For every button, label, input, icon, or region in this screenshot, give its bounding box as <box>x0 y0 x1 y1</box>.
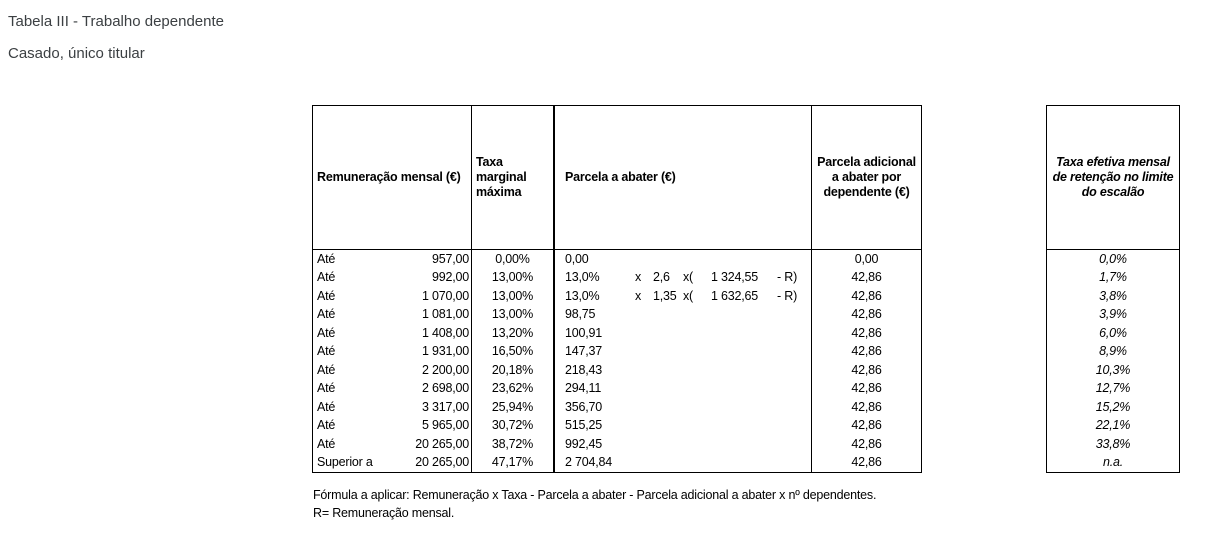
bracket-cell <box>313 379 472 398</box>
formula-operator: x <box>635 270 642 284</box>
bracket-limit: 992,00 <box>431 270 469 284</box>
formula-rate: 13,0% <box>565 270 600 284</box>
header-parcela-abater: Parcela a abater (€) <box>555 106 812 249</box>
effective-rate-value: 3,9% <box>1099 307 1127 321</box>
dependent-cell: 42,86 <box>851 381 882 395</box>
table-footnotes <box>313 486 876 522</box>
effective-rate-value: n.a. <box>1102 455 1124 469</box>
rate-cell: 30,72% <box>472 416 555 435</box>
formula-operator: x <box>635 288 642 303</box>
header-taxa-efetiva: Taxa efetiva mensal de retenção no limite do escalão <box>1047 106 1179 250</box>
rate-cell: 0,00% <box>472 250 555 269</box>
formula-tail: - R) <box>777 288 798 303</box>
table-row <box>313 324 921 343</box>
deduction-cell: 2 704,84 <box>555 453 812 472</box>
deduction-cell: 515,25 <box>555 416 812 435</box>
bracket-cell <box>313 250 472 269</box>
dependent-cell: 42,86 <box>851 325 882 340</box>
bracket-cell <box>313 361 472 380</box>
effective-rate-value: 8,9% <box>1099 344 1127 358</box>
rate-cell: 13,00% <box>472 287 555 306</box>
bracket-cell <box>313 435 472 454</box>
bracket-prefix: Até <box>317 307 336 321</box>
bracket-prefix: Até <box>317 344 336 358</box>
bracket-limit: 2 200,00 <box>421 362 469 377</box>
dependent-cell: 42,86 <box>851 362 882 377</box>
bracket-limit: 20 265,00 <box>415 436 469 451</box>
dependent-cell: 42,86 <box>851 307 882 321</box>
rate-cell: 47,17% <box>472 453 555 472</box>
header-taxa-marginal: Taxa marginal máxima <box>472 106 555 249</box>
rate-cell: 13,00% <box>472 268 555 287</box>
bracket-limit: 5 965,00 <box>421 418 469 432</box>
formula-factor: 2,6 <box>653 270 670 284</box>
formula-base: 1 632,65 <box>711 288 759 303</box>
effective-rate-value: 15,2% <box>1095 399 1131 414</box>
deduction-cell: 294,11 <box>555 379 812 398</box>
deduction-formula-cell <box>555 287 812 306</box>
dependent-cell: 42,86 <box>851 418 882 432</box>
bracket-cell <box>313 416 472 435</box>
dependent-cell: 0,00 <box>854 251 879 266</box>
bracket-limit: 1 070,00 <box>421 288 469 303</box>
deduction-formula-cell <box>555 268 812 287</box>
table-row <box>313 398 921 417</box>
table-row <box>313 250 921 269</box>
header-parcela-adicional: Parcela adicional a abater por dependente (€) <box>817 154 916 199</box>
bracket-limit: 1 408,00 <box>421 325 469 340</box>
bracket-prefix: Até <box>317 270 336 284</box>
table-row <box>313 379 921 398</box>
rate-cell: 25,94% <box>472 398 555 417</box>
effective-rate-value: 1,7% <box>1099 270 1127 284</box>
bracket-cell <box>313 342 472 361</box>
table-row <box>313 435 921 454</box>
bracket-prefix: Superior a <box>317 455 373 469</box>
effective-rate-value: 22,1% <box>1095 418 1131 432</box>
formula-rate: 13,0% <box>565 288 600 303</box>
bracket-cell <box>313 398 472 417</box>
table-row <box>313 342 921 361</box>
bracket-limit: 957,00 <box>431 251 469 266</box>
formula-tail: - R) <box>777 270 798 284</box>
withholding-table <box>312 105 922 473</box>
formula-operator: x( <box>683 270 694 284</box>
rate-cell: 16,50% <box>472 342 555 361</box>
rate-cell: 23,62% <box>472 379 555 398</box>
deduction-cell: 992,45 <box>555 435 812 454</box>
deduction-cell: 147,37 <box>555 342 812 361</box>
withholding-table-header <box>313 106 921 250</box>
effective-rate-table <box>1046 105 1180 473</box>
dependent-cell: 42,86 <box>851 455 882 469</box>
dependent-cell: 42,86 <box>851 344 882 358</box>
bracket-cell <box>313 305 472 324</box>
withholding-table-body <box>313 250 921 472</box>
rate-cell: 13,00% <box>472 305 555 324</box>
table-row <box>313 453 921 472</box>
bracket-limit: 20 265,00 <box>415 455 469 469</box>
deduction-cell: 98,75 <box>555 305 812 324</box>
deduction-cell: 100,91 <box>555 324 812 343</box>
rate-cell: 38,72% <box>472 435 555 454</box>
bracket-cell <box>313 324 472 343</box>
table-row <box>313 305 921 324</box>
effective-rate-value: 6,0% <box>1099 325 1127 340</box>
effective-rate-value: 33,8% <box>1095 436 1131 451</box>
table-row <box>313 268 921 287</box>
bracket-prefix: Até <box>317 251 336 266</box>
deduction-cell: 0,00 <box>555 250 812 269</box>
table-row <box>313 416 921 435</box>
bracket-cell <box>313 453 472 472</box>
formula-base: 1 324,55 <box>711 270 759 284</box>
bracket-limit: 3 317,00 <box>421 399 469 414</box>
page-title: Tabela III - Trabalho dependente <box>8 13 224 30</box>
formula-operator: x( <box>683 288 694 303</box>
bracket-limit: 1 931,00 <box>421 344 469 358</box>
dependent-cell: 42,86 <box>851 436 882 451</box>
effective-rate-value: 10,3% <box>1095 362 1131 377</box>
effective-rate-value: 0,0% <box>1099 251 1127 266</box>
formula-note: Fórmula a aplicar: Remuneração x Taxa - Parcela a abater - Parcela adicional a abater x nº dependentes. <box>313 488 877 502</box>
effective-rate-value: 12,7% <box>1095 381 1131 395</box>
table-row <box>313 287 921 306</box>
page-subtitle: Casado, único titular <box>8 45 145 62</box>
bracket-prefix: Até <box>317 362 336 377</box>
formula-factor: 1,35 <box>653 288 677 303</box>
header-remuneracao-mensal: Remuneração mensal (€) <box>313 106 472 249</box>
bracket-limit: 2 698,00 <box>421 381 469 395</box>
table-row <box>313 361 921 380</box>
bracket-limit: 1 081,00 <box>421 307 469 321</box>
bracket-prefix: Até <box>317 381 336 395</box>
deduction-cell: 356,70 <box>555 398 812 417</box>
bracket-prefix: Até <box>317 325 336 340</box>
bracket-cell <box>313 287 472 306</box>
bracket-prefix: Até <box>317 288 336 303</box>
bracket-prefix: Até <box>317 399 336 414</box>
rate-cell: 13,20% <box>472 324 555 343</box>
bracket-cell <box>313 268 472 287</box>
legend-note: R= Remuneração mensal. <box>313 506 455 520</box>
effective-rate-value: 3,8% <box>1099 288 1127 303</box>
dependent-cell: 42,86 <box>851 270 882 284</box>
deduction-cell: 218,43 <box>555 361 812 380</box>
bracket-prefix: Até <box>317 418 336 432</box>
bracket-prefix: Até <box>317 436 336 451</box>
dependent-cell: 42,86 <box>851 288 882 303</box>
dependent-cell: 42,86 <box>851 399 882 414</box>
rate-cell: 20,18% <box>472 361 555 380</box>
